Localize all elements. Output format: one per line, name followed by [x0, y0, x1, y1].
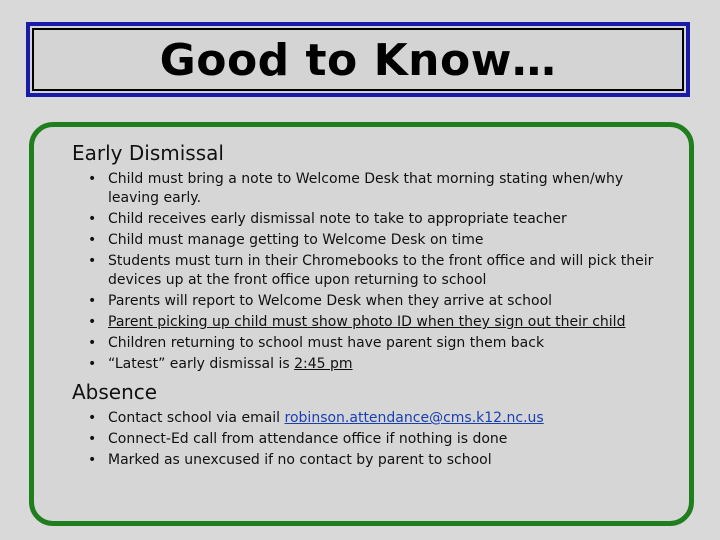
- list-item: • Child must bring a note to Welcome Desk that morning stating when/why leaving early.: [88, 171, 624, 206]
- content-panel: [29, 122, 694, 526]
- list-item: • “Latest” early dismissal is 2:45 pm: [88, 356, 353, 372]
- list-item: • Marked as unexcused if no contact by parent to school: [88, 452, 492, 468]
- bullet-icon: •: [88, 253, 97, 269]
- list-item: • Child must manage getting to Welcome Desk on time: [88, 232, 484, 248]
- dismissal-time: 2:45 pm: [294, 356, 353, 372]
- list-item: • Parent picking up child must show photo ID when they sign out their child: [88, 314, 626, 330]
- list-item: • Parents will report to Welcome Desk when they arrive at school: [88, 293, 553, 309]
- list-item: • Contact school via email robinson.attendance@cms.k12.nc.us: [88, 410, 544, 426]
- title-banner: [26, 22, 690, 97]
- early-dismissal-list: [72, 170, 669, 374]
- list-item: • Child receives early dismissal note to take to appropriate teacher: [88, 211, 567, 227]
- bullet-icon: •: [88, 356, 97, 372]
- bullet-icon: •: [88, 314, 97, 330]
- early-dismissal-heading: Early Dismissal: [72, 141, 224, 165]
- bullet-icon: •: [88, 171, 97, 187]
- absence-list: [72, 409, 669, 470]
- list-item: • Connect-Ed call from attendance office if nothing is done: [88, 431, 508, 447]
- bullet-icon: •: [88, 211, 97, 227]
- list-item: • Students must turn in their Chromebooks to the front office and will pick their devices up at the front office upon returning to school: [88, 253, 654, 288]
- bullet-icon: •: [88, 431, 97, 447]
- bullet-icon: •: [88, 232, 97, 248]
- page-title: Good to Know…: [159, 35, 557, 86]
- bullet-icon: •: [88, 410, 97, 426]
- bullet-icon: •: [88, 452, 97, 468]
- bullet-icon: •: [88, 293, 97, 309]
- bullet-icon: •: [88, 335, 97, 351]
- absence-heading: Absence: [72, 380, 158, 404]
- attendance-email-link[interactable]: robinson.attendance@cms.k12.nc.us: [284, 410, 544, 426]
- list-item: • Children returning to school must have parent sign them back: [88, 335, 545, 351]
